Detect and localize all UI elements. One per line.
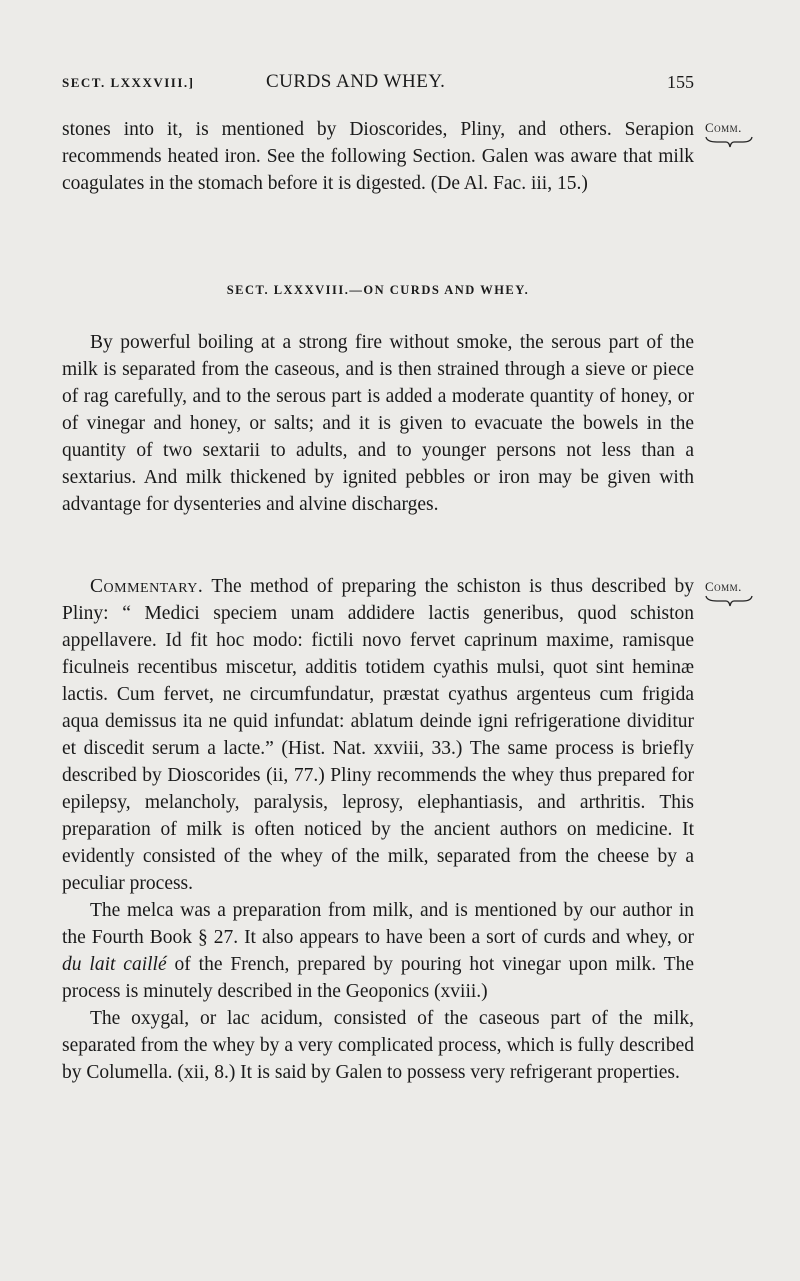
paragraph-main-text xyxy=(62,329,694,518)
melca-italic: du lait caillé xyxy=(62,954,167,975)
margin-note-label: Comm. xyxy=(705,579,742,594)
margin-note-comm xyxy=(705,579,742,595)
commentary-paragraph xyxy=(62,573,694,897)
section-heading: SECT. LXXXVIII.—ON CURDS AND WHEY. xyxy=(226,283,530,297)
commentary-block xyxy=(62,573,694,1086)
melca-text-b: of the French, prepared by pouring hot vinegar upon milk. The process is minutely described in the Geoponics (xviii.) xyxy=(62,954,694,1002)
brace-icon xyxy=(705,135,753,149)
margin-note-label: Comm. xyxy=(705,120,742,135)
melca-text-a: The melca was a preparation from milk, and is mentioned by our author in the Fourth Book § 27. It also appears to have been a sort of curds and whey, or xyxy=(62,900,694,948)
commentary-lead: Commentary. xyxy=(90,576,204,597)
page-number: 155 xyxy=(667,72,694,92)
oxygal-paragraph: The oxygal, or lac acidum, consisted of the caseous part of the milk, separated from the whey by a very complicated process, which is fully described by Columella. (xii, 8.) It is said by Galen to possess very refrigerant properties. xyxy=(62,1008,694,1083)
brace-icon xyxy=(705,594,753,608)
running-header xyxy=(62,71,694,95)
paragraph-text: By powerful boiling at a strong fire without smoke, the serous part of the milk is separated from the caseous, and is then strained through a sieve or piece of rag carefully, and to the serous part is added a moderate quantity of honey, or of vinegar and honey, or salts; and it is given to evacuate the bowels in the quantity of two sextarii to adults, and to younger persons not less than a sextarius. And milk thickened by ignited pebbles or iron may be given with advantage for dysenteries and alvine discharges. xyxy=(62,332,694,515)
paragraph-text: stones into it, is mentioned by Dioscorides, Pliny, and others. Serapion recommends heated iron. See the following Section. Galen was aware that milk coagulates in the stomach before it is digested. (De Al. Fac. iii, 15.) xyxy=(62,119,694,194)
header-title: CURDS AND WHEY. xyxy=(266,71,446,92)
melca-paragraph xyxy=(62,897,694,1005)
commentary-text: The method of preparing the schiston is thus described by Pliny: “ Medici speciem unam addidere lactis generibus, quod schiston appellavere. Id fit hoc modo: fictili novo fervet caprinum maxime, ramisque ficulneis recentibus miscetur, additis totidem cyathis mulsi, quot sint heminæ lactis. Cum fervet, ne circumfundatur, præstat cyathus argenteus cum frigida aqua demissus ita ne quid infundat: ablatum deinde igni refrigeratione dividitur et discedit serum a lacte.” (Hist. Nat. xxviii, 33.) The same process is briefly described by Dioscorides (ii, 77.) Pliny recommends the whey thus prepared for epilepsy, melancholy, paralysis, leprosy, elephantiasis, and arthritis. This preparation of milk is often noticed by the ancient authors on medicine. It evidently consisted of the whey of the milk, separated from the cheese by a peculiar process. xyxy=(62,576,694,894)
header-section: SECT. LXXXVIII.] xyxy=(62,75,195,90)
margin-note-comm xyxy=(705,120,742,136)
paragraph-continued xyxy=(62,116,694,197)
